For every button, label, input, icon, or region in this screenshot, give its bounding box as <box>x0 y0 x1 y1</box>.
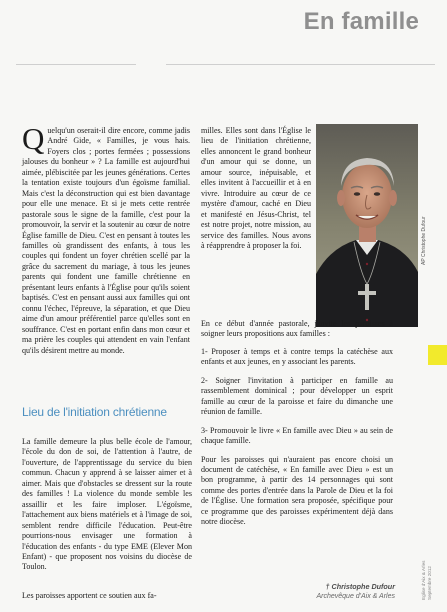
catechesis-paragraph: Pour les paroisses qui n'auraient pas encore choisi un document de catéchèse, « En famille avec Dieu » est un bon programme, à partir des 14 personnages qui sont comme des portes d'entrée dans la Parole de Dieu et la foi de l'Église. Une formation sera proposée, spécifique pour ce programme que des paroisses expérimentent déjà dans notre diocèse. <box>201 454 393 527</box>
article-column-left <box>22 121 190 356</box>
signature-name: † Christophe Dufour <box>325 582 395 591</box>
list-item: 1- Proposer à temps et à contre temps la catéchèse aux enfants et aux jeunes, en y associant les parents. <box>201 346 393 367</box>
signature-block <box>316 582 395 600</box>
section-paragraph <box>22 437 192 573</box>
closing-paragraph-text: Les paroisses apportent ce soutien aux fa- <box>22 591 157 600</box>
list-item: 3- Promouvoir le livre « En famille avec Dieu » au sein de chaque famille. <box>201 425 393 446</box>
header-rule-left <box>16 64 136 65</box>
publication-date: Septembre 2012 <box>426 566 432 600</box>
side-publication-info <box>421 561 432 600</box>
yellow-page-tab <box>428 345 447 365</box>
middle-paragraph: milles. Elles sont dans l'Église le lieu de l'initiation chrétienne, elles annoncent le grand bonheur d'un amour qui se donne, un amour source, inépuisable, et elles invitent à l'accueillir et à en vivre. Introduire au cœur de ce mystère d'amour, caché en Dieu et manifesté en Jésus-Christ, tel est notre projet, notre mission, au service des familles. Nous avons à réapprendre à proposer la foi. <box>201 126 311 250</box>
closing-paragraph-start <box>22 591 192 601</box>
list-item: 2- Soigner l'invitation à participer en famille au rassemblement dominical ; pour développer un esprit famille au cœur de la paroisse et faire du dimanche une réunion de famille. <box>201 375 393 417</box>
page-title: En famille <box>303 8 419 35</box>
archbishop-portrait-photo <box>316 124 418 327</box>
invitation-intro: En ce début d'année pastorale, j'invite les paroisses à soigner leurs propositions aux familles : <box>201 319 393 339</box>
drop-cap: Q <box>22 121 45 156</box>
section-paragraph-text: La famille demeure la plus belle école de l'amour, l'école du don de soi, de l'attention à l'autre, de l'ouverture, de l'apprentissage du service du bien commun. Chacun y apprend à se laisser aimer et à aimer. Mais que d'obstacles se dressent sur la route des familles ! La violence du monde semble les assaillir et les faire imploser. L'égoïsme, l'attachement aux biens matériels et à l'image de soi, semblent rendre difficile l'éducation. Peut-être pourrions-nous envisager une formation à l'éducation des enfants - du type EME (Elever Mon Enfant) - que proposent nos voisins du diocèse de Toulon. <box>22 437 192 572</box>
opening-paragraph: uelqu'un oserait-il dire encore, comme jadis André Gide, « Familles, je vous hais. Foyers clos ; portes fermées ; possessions jalouses du bonheur » ? La famille est aujourd'hui aimée, plébiscitée par les jeunes générations. Certes la tentation existe toujours d'un égoïsme familial. Mais c'est la déconstruction qui est bien davantage pour elle une menace. Et si je mets cette rentrée pastorale sous le signe de la famille, c'est pour la promouvoir, la servir et la soutenir au cœur de notre Église famille de Dieu. C'est en pensant à toutes les familles où grandissent des enfants, à tous les couples qui fondent un foyer chrétien scellé par la grâce du sacrement du mariage, à tous les jeunes parents qui fondent une famille chrétienne en présentant leurs enfants à l'Église pour qu'ils soient baptisés. C'est en pensant aussi aux familles qui ont connu l'échec, l'épreuve, la séparation, et que Dieu aime d'un amour préférentiel parce qu'elles sont en souffrance. C'est en portant enfin dans mon cœur et ma prière les couples qui attendent en vain l'enfant qu'ils désirent mettre au monde. <box>22 126 190 355</box>
article-column-right <box>201 319 393 536</box>
portrait-illustration <box>316 124 418 327</box>
publication-name: Eglise d'Aix & Arles <box>421 560 426 600</box>
signature-role: Archevêque d'Aix & Arles <box>316 593 395 600</box>
photo-credit: AP Christophe Dufour <box>421 216 427 265</box>
article-column-middle <box>201 126 311 251</box>
section-heading: Lieu de l'initiation chrétienne <box>22 405 167 419</box>
header-rule-right <box>166 64 435 65</box>
